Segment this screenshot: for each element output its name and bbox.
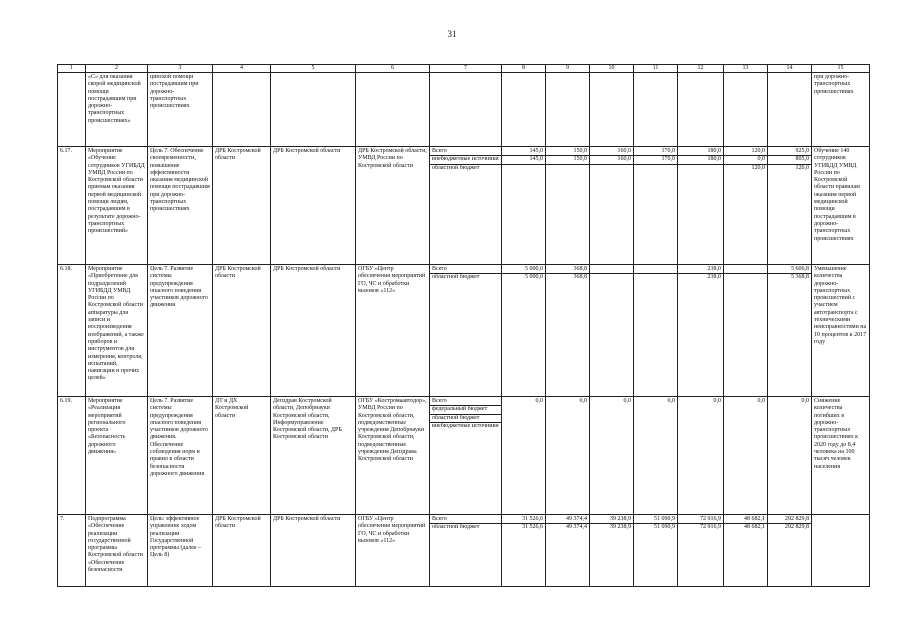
value: 31 526,6 — [522, 524, 543, 531]
value-cell — [634, 397, 678, 515]
column-number: 9 — [546, 65, 590, 73]
responsible-executor: ДРБ Костромской области — [213, 515, 271, 587]
value: 150,0 — [546, 148, 589, 156]
value: 72 916,9 — [678, 516, 723, 524]
value: 72 916,9 — [700, 524, 721, 531]
value: 238,0 — [678, 266, 723, 274]
value-cell — [678, 265, 724, 397]
value-cell — [546, 73, 590, 147]
value: 0,0 — [623, 398, 631, 404]
goal-cell: цинской помощи пострадавшим при дорожно-транспортных происшествиях — [148, 73, 213, 147]
value-cell — [590, 515, 634, 587]
value: 368,8 — [546, 266, 589, 274]
column-number: 15 — [812, 65, 870, 73]
value: 31 526,6 — [502, 516, 545, 524]
value: 368,8 — [573, 274, 587, 281]
co-executors: ДРБ Костромской области — [271, 515, 356, 587]
responsible-executor: ДРБ Костромской области — [213, 265, 271, 397]
responsible-executor — [213, 73, 271, 147]
column-number: 12 — [678, 65, 724, 73]
column-number: 7 — [430, 65, 502, 73]
value: 145,0 — [502, 156, 545, 164]
value: 48 682,1 — [744, 524, 765, 531]
value-cell — [634, 265, 678, 397]
value-cell — [590, 397, 634, 515]
value-cell — [634, 147, 678, 265]
funding-source: федеральный бюджет — [430, 406, 501, 414]
goal-cell: Цель 7. Развитие системы предупреждения опасного поведения участников дорожного движения. Обеспечение соблюдения норм и правил в области безопасности дорожного движения — [148, 397, 213, 515]
value: 0,0 — [757, 398, 765, 404]
funding-source: областной бюджет — [432, 274, 480, 281]
value: 5 368,8 — [791, 274, 809, 281]
value: 150,0 — [546, 156, 589, 164]
value-cell — [590, 265, 634, 397]
value — [634, 266, 677, 274]
value-cell — [678, 73, 724, 147]
expected-result: Уменьшение количества дорожно-транспортных происшествий с участием автотранспорта с техническими неисправностями на 10 процентов к 2017 году — [812, 265, 870, 397]
value — [724, 266, 767, 274]
value-cell — [678, 147, 724, 265]
value: 180,0 — [678, 156, 723, 164]
column-number: 2 — [86, 65, 148, 73]
value-cell — [502, 515, 546, 587]
value: 51 090,9 — [634, 516, 677, 524]
table-row — [58, 147, 870, 265]
value — [590, 165, 633, 172]
expected-result: Обучение 140 сотрудников УГИБДД УМВД России по Костромской области правилам оказания первой медицинской помощи пострадавшим в дорожно-транспортных происшествиях — [812, 147, 870, 265]
page-number: 31 — [447, 29, 457, 39]
value-cell — [768, 73, 812, 147]
value: 5 606,8 — [768, 266, 811, 274]
value — [546, 165, 589, 172]
value-cell — [724, 265, 768, 397]
value — [724, 274, 767, 281]
value-cell — [590, 73, 634, 147]
value: 925,0 — [768, 148, 811, 156]
value: 180,0 — [678, 148, 723, 156]
value-cell — [768, 147, 812, 265]
funding-source: Всего — [430, 266, 501, 274]
value: 120,0 — [751, 164, 765, 171]
co-executors: Депздрав Костромской области, Депобрнауки Костромской области, Информуправление Костромской области, ДРБ Костромской области — [271, 397, 356, 515]
value: 145,0 — [502, 148, 545, 156]
value: 48 682,1 — [724, 516, 767, 524]
value: 805,0 — [768, 156, 811, 164]
goal-cell: Цель 7. Обеспечение своевременности, повышение эффективности оказания медицинской помощи пострадавшим при дорожно-транспортных происшествиях — [148, 147, 213, 265]
value: 0,0 — [724, 156, 767, 164]
row-number: 7. — [58, 515, 86, 587]
goal-cell: Цель 7. Развитие системы предупреждения опасного поведения участников дорожного движения — [148, 265, 213, 397]
value: 39 238,9 — [590, 516, 633, 524]
co-executors: ДРБ Костромской области — [271, 147, 356, 265]
value-cell — [546, 397, 590, 515]
funding-sources — [430, 265, 502, 397]
table-row — [58, 397, 870, 515]
table-row — [58, 73, 870, 147]
value: 170,0 — [634, 156, 677, 164]
value-cell — [502, 73, 546, 147]
row-number: 6.19. — [58, 397, 86, 515]
value: 39 238,9 — [610, 524, 631, 531]
table-row — [58, 515, 870, 587]
value: 170,0 — [634, 148, 677, 156]
value-cell — [724, 147, 768, 265]
value: 0,0 — [535, 398, 543, 404]
funding-source: внебюджетные источники — [432, 422, 499, 429]
funding-source: областной бюджет — [430, 415, 501, 423]
row-number: 6.18. — [58, 265, 86, 397]
column-number: 14 — [768, 65, 812, 73]
value-cell — [768, 265, 812, 397]
value: 49 374,4 — [566, 524, 587, 531]
value-cell — [724, 397, 768, 515]
measure-name: Мероприятие «Реализация мероприятий регионального проекта «Безопасность дорожного движения» — [86, 397, 148, 515]
value: 51 090,9 — [654, 524, 675, 531]
value: 292 829,8 — [785, 524, 809, 531]
funding-source: областной бюджет — [432, 524, 480, 531]
value-cell — [502, 147, 546, 265]
column-number: 1 — [58, 65, 86, 73]
value-cell — [590, 147, 634, 265]
value: 238,0 — [707, 274, 721, 281]
value-cell — [502, 397, 546, 515]
funding-sources — [430, 73, 502, 147]
column-number-row — [58, 65, 870, 73]
row-number: 6.17. — [58, 147, 86, 265]
funding-source: Всего — [430, 398, 501, 406]
value-cell — [768, 397, 812, 515]
value — [590, 266, 633, 274]
value — [590, 274, 633, 281]
measure-name: Мероприятие «Обучение сотрудников УГИБДД УМВД России по Костромской области приемам оказания первой медицинской помощи людям, пострадавшим в результате дорожно-транспортных происшествий» — [86, 147, 148, 265]
co-executors — [271, 73, 356, 147]
column-number: 3 — [148, 65, 213, 73]
column-number: 5 — [271, 65, 356, 73]
value — [502, 165, 545, 172]
value-cell — [546, 515, 590, 587]
value-cell — [678, 397, 724, 515]
value: 0,0 — [667, 398, 675, 404]
participants: ДРБ Костромской области, УМВД России по Костромской области — [356, 147, 430, 265]
program-table — [57, 64, 870, 587]
funding-source: Всего — [430, 148, 501, 156]
goal-cell: Цель: эффективное управление ходом реализации Государственной программы (далее – Цель 8) — [148, 515, 213, 587]
funding-sources — [430, 397, 502, 515]
value-cell — [724, 515, 768, 587]
column-number: 6 — [356, 65, 430, 73]
value: 0,0 — [579, 398, 587, 404]
funding-sources — [430, 147, 502, 265]
value: 160,0 — [590, 148, 633, 156]
responsible-executor: ДРБ Костромской области — [213, 147, 271, 265]
column-number: 8 — [502, 65, 546, 73]
value-cell — [502, 265, 546, 397]
participants: ОГБУ «Костромаавтодор», УМВД России по Костромской области, подведомственные учреждения Депобрнауки Костромской области, подведомственные учреждения Депздрава Костромской области — [356, 397, 430, 515]
value: 120,0 — [795, 164, 809, 171]
value: 292 829,8 — [768, 516, 811, 524]
value-cell — [768, 515, 812, 587]
value: 160,0 — [590, 156, 633, 164]
value: 5 000,0 — [525, 274, 543, 281]
value-cell — [678, 515, 724, 587]
funding-source: внебюджетные источники — [430, 156, 501, 164]
column-number: 13 — [724, 65, 768, 73]
expected-result — [812, 515, 870, 587]
expected-result: при дорожно-транспортных происшествиях — [812, 73, 870, 147]
participants: ОГБУ «Центр обеспечения мероприятий ГО, ЧС и обработки вызовов «112» — [356, 265, 430, 397]
value: 49 374,4 — [546, 516, 589, 524]
value-cell — [724, 73, 768, 147]
value: 120,0 — [724, 148, 767, 156]
column-number: 4 — [213, 65, 271, 73]
value — [634, 274, 677, 281]
value: 5 000,0 — [502, 266, 545, 274]
responsible-executor: ДТ и ДХ Костромской области — [213, 397, 271, 515]
value-cell — [634, 73, 678, 147]
participants: ОГБУ «Центр обеспечения мероприятий ГО, ЧС и обработки вызовов «112» — [356, 515, 430, 587]
participants — [356, 73, 430, 147]
column-number: 10 — [590, 65, 634, 73]
row-number — [58, 73, 86, 147]
co-executors: ДРБ Костромской области — [271, 265, 356, 397]
measure-name: Подпрограмма «Обеспечение реализации государственной программы Костромской области «Обеспечение безопасности — [86, 515, 148, 587]
expected-result: Снижение количества погибших в дорожно-транспортных происшествиях к 2020 году до 8,4 человека на 100 тысяч человек населения — [812, 397, 870, 515]
value: 0,0 — [713, 398, 721, 404]
funding-source: областной бюджет — [432, 164, 480, 171]
funding-source: Всего — [430, 516, 501, 524]
value: 0,0 — [801, 398, 809, 404]
measure-name: Мероприятие «Приобретение для подразделений УГИБДД УМВД России по Костромской области аппаратуры для записи и воспроизведения изображений, а также приборов и инструментов для измерения, контроля, испытаний, навигации и прочих целей» — [86, 265, 148, 397]
value — [678, 165, 723, 172]
table-row — [58, 265, 870, 397]
measure-name: «С» для оказания скорой медицинской помощи пострадавшим при дорожно-транспортных происшествиях» — [86, 73, 148, 147]
value-cell — [546, 265, 590, 397]
value — [634, 165, 677, 172]
value-cell — [546, 147, 590, 265]
funding-sources — [430, 515, 502, 587]
value-cell — [634, 515, 678, 587]
column-number: 11 — [634, 65, 678, 73]
